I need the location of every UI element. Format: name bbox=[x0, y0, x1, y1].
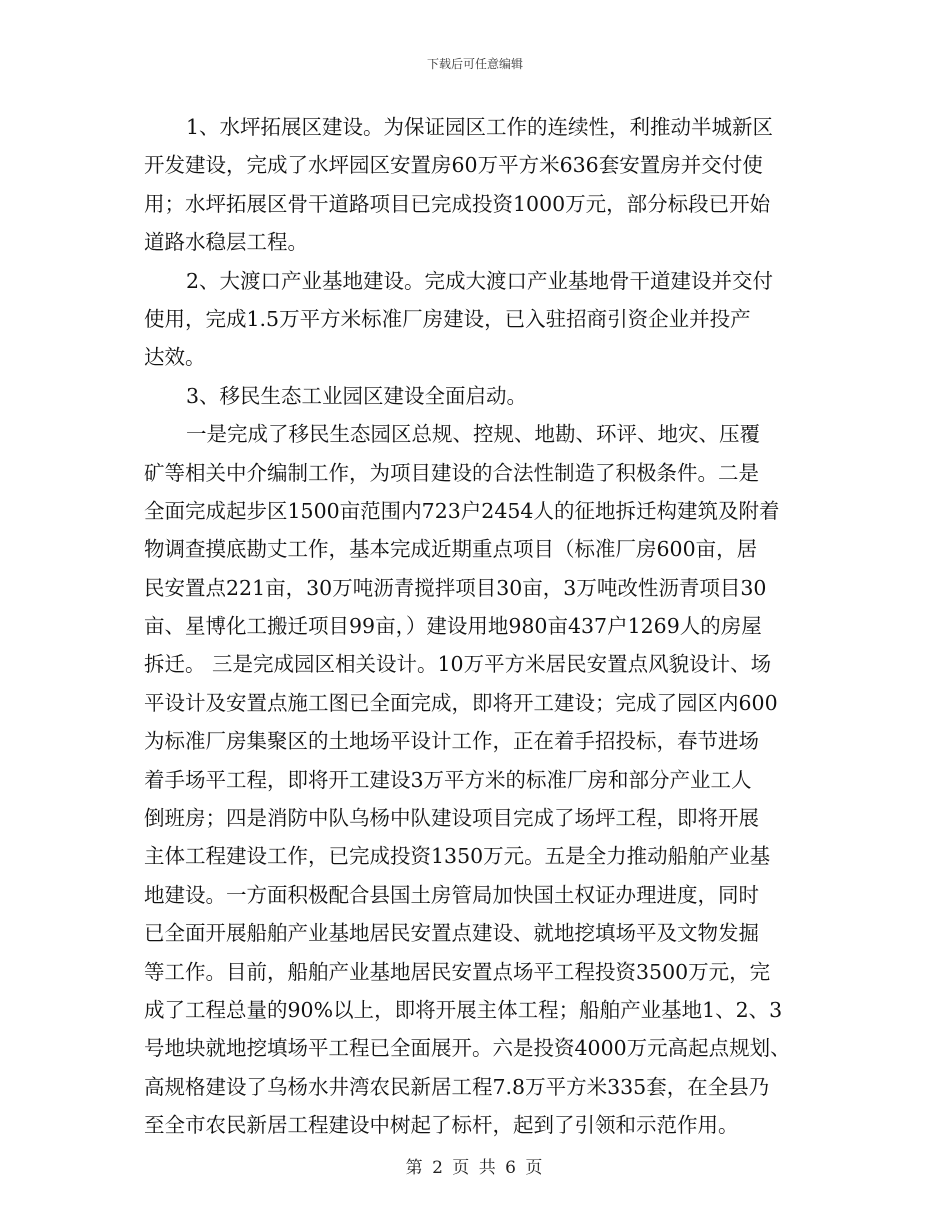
paragraph-line: 道路水稳层工程。 bbox=[144, 230, 308, 255]
paragraph-line: 达效。 bbox=[144, 345, 206, 370]
paragraph-line: 矿等相关中介编制工作，为项目建设的合法性制造了积极条件。二是 bbox=[144, 460, 759, 485]
page-number: 第 2 页 共 6 页 bbox=[405, 1158, 545, 1178]
paragraph-line: 亩、星博化工搬迁项目99亩，）建设用地980亩437户1269人的房屋 bbox=[144, 614, 762, 639]
paragraph-line: 着手场平工程，即将开工建设3万平方米的标准厂房和部分产业工人 bbox=[144, 767, 752, 792]
paragraph-line: 2、大渡口产业基地建设。完成大渡口产业基地骨干道建设并交付 bbox=[186, 268, 774, 293]
paragraph-line: 高规格建设了乌杨水井湾农民新居工程7.8万平方米335套，在全县乃 bbox=[144, 1074, 770, 1099]
paragraph-line: 用；水坪拓展区骨干道路项目已完成投资1000万元，部分标段已开始 bbox=[144, 191, 771, 216]
paragraph-line: 使用，完成1.5万平方米标准厂房建设，已入驻招商引资企业并投产 bbox=[144, 306, 751, 331]
paragraph-line: 至全市农民新居工程建设中树起了标杆，起到了引领和示范作用。 bbox=[144, 1113, 739, 1138]
paragraph-line: 开发建设，完成了水坪园区安置房60万平方米636套安置房并交付使 bbox=[144, 153, 763, 178]
paragraph-line: 民安置点221亩，30万吨沥青搅拌项目30亩，3万吨改性沥青项目30 bbox=[144, 575, 767, 600]
paragraph-line: 已全面开展船舶产业基地居民安置点建设、就地挖填场平及文物发掘 bbox=[144, 921, 759, 946]
paragraph-line: 成了工程总量的90%以上，即将开展主体工程；船舶产业基地1、2、3 bbox=[144, 997, 783, 1022]
paragraph-line: 号地块就地挖填场平工程已全面展开。六是投资4000万元高起点规划、 bbox=[144, 1036, 791, 1061]
paragraph-line: 等工作。目前，船舶产业基地居民安置点场平工程投资3500万元，完 bbox=[144, 959, 771, 984]
paragraph-line: 主体工程建设工作，已完成投资1350万元。五是全力推动船舶产业基 bbox=[144, 844, 771, 869]
page-header: 下载后可任意编辑 bbox=[426, 57, 523, 71]
paragraph-line: 拆迁。 三是完成园区相关设计。10万平方米居民安置点风貌设计、场 bbox=[144, 652, 772, 677]
paragraph-line: 一是完成了移民生态园区总规、控规、地勘、环评、地灾、压覆 bbox=[186, 422, 760, 447]
paragraph-line: 1、水坪拓展区建设。为保证园区工作的连续性，利推动半城新区 bbox=[186, 115, 774, 139]
body-text bbox=[144, 108, 820, 1145]
paragraph-line: 倒班房；四是消防中队乌杨中队建设项目完成了场坪工程，即将开展 bbox=[144, 806, 759, 831]
paragraph-line: 平设计及安置点施工图已全面完成，即将开工建设；完成了园区内600 bbox=[144, 690, 778, 715]
paragraph-line: 地建设。一方面积极配合县国土房管局加快国土权证办理进度，同时 bbox=[144, 882, 759, 907]
paragraph-line: 全面完成起步区1500亩范围内723户2454人的征地拆迁构建筑及附着 bbox=[144, 498, 780, 523]
paragraph-line: 物调查摸底勘丈工作，基本完成近期重点项目（标准厂房600亩，居 bbox=[144, 537, 758, 562]
paragraph-line: 为标准厂房集聚区的土地场平设计工作，正在着手招投标，春节进场 bbox=[144, 729, 759, 754]
paragraph-line: 3、移民生态工业园区建设全面启动。 bbox=[186, 383, 528, 408]
